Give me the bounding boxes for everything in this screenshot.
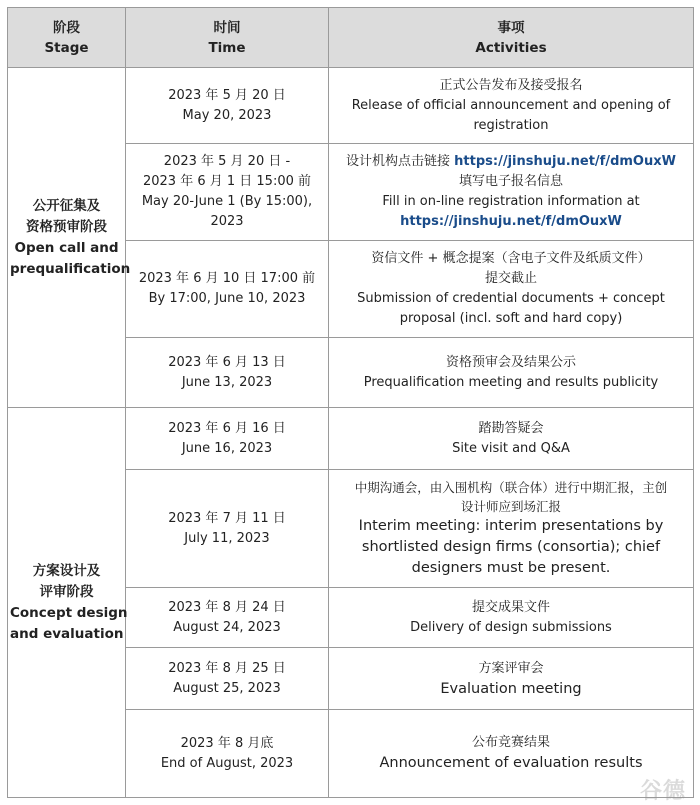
activity-cell: 正式公告发布及接受报名 Release of official announcement and opening of registration [329, 68, 694, 144]
stage-cell-concept-design: 方案设计及 评审阶段 Concept design and evaluation [8, 408, 126, 798]
header-activities: 事项 Activities [329, 8, 694, 68]
schedule-table [7, 7, 694, 798]
table-row [8, 68, 694, 144]
header-stage: 阶段 Stage [8, 8, 126, 68]
time-cell: 2023 年 8 月 25 日 August 25, 2023 [126, 648, 329, 710]
time-cell: 2023 年 7 月 11 日 July 11, 2023 [126, 470, 329, 588]
header-row [8, 8, 694, 68]
watermark-logo: 谷德 [639, 779, 686, 804]
activity-cell: 中期沟通会，由入围机构（联合体）进行中期汇报，主创 设计师应到场汇报 Interim meeting: interim presentations by shortlisted design firms (consortia); chief designers must be present. [329, 470, 694, 588]
activity-cell: 公布竞赛结果 Announcement of evaluation results [329, 710, 694, 798]
activity-cell: 方案评审会 Evaluation meeting [329, 648, 694, 710]
time-cell: 2023 年 8 月底 End of August, 2023 [126, 710, 329, 798]
activity-cell: 资信文件 + 概念提案（含电子文件及纸质文件） 提交截止 Submission of credential documents + concept proposal (incl. soft and hard copy) [329, 241, 694, 338]
time-cell: 2023 年 6 月 13 日 June 13, 2023 [126, 338, 329, 408]
activity-cell: 资格预审会及结果公示 Prequalification meeting and results publicity [329, 338, 694, 408]
stage-cell-open-call: 公开征集及 资格预审阶段 Open call and prequalification [8, 68, 126, 408]
header-time: 时间 Time [126, 8, 329, 68]
time-cell: 2023 年 6 月 10 日 17:00 前 By 17:00, June 10, 2023 [126, 241, 329, 338]
activity-cell: 提交成果文件 Delivery of design submissions [329, 588, 694, 648]
time-cell: 2023 年 6 月 16 日 June 16, 2023 [126, 408, 329, 470]
activity-cell: 设计机构点击链接 https://jinshuju.net/f/dmOuxW 填写电子报名信息 Fill in on-line registration information at https://jinshuju.net/f/dmOuxW [329, 144, 694, 241]
registration-link-2[interactable]: https://jinshuju.net/f/dmOuxW [400, 214, 622, 229]
registration-link[interactable]: https://jinshuju.net/f/dmOuxW [454, 154, 676, 169]
table-row [8, 408, 694, 470]
time-cell: 2023 年 8 月 24 日 August 24, 2023 [126, 588, 329, 648]
activity-cell: 踏勘答疑会 Site visit and Q&A [329, 408, 694, 470]
time-cell: 2023 年 5 月 20 日 May 20, 2023 [126, 68, 329, 144]
time-cell: 2023 年 5 月 20 日 - 2023 年 6 月 1 日 15:00 前 May 20-June 1 (By 15:00), 2023 [126, 144, 329, 241]
